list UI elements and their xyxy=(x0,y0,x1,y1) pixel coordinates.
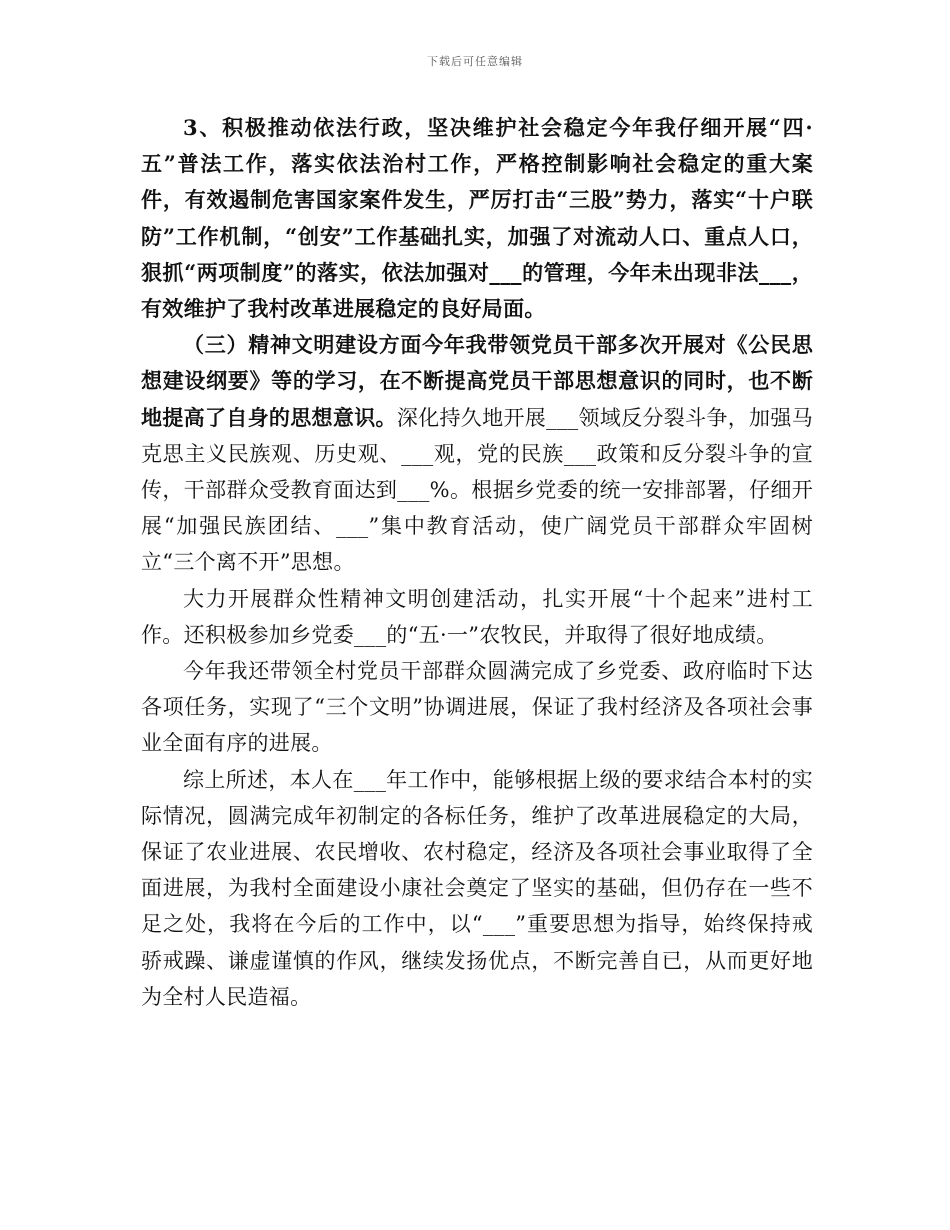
paragraph-spiritual-civilization xyxy=(141,327,813,580)
page-header-note: 下载后可任意编辑 xyxy=(427,55,523,68)
paragraph-rule-of-law: 3、积极推动依法行政，坚决维护社会稳定今年我仔细开展“四·五”普法工作，落实依法治村工作，严格控制影响社会稳定的重大案件，有效遏制危害国家案件发生，严厉打击“三股”势力，落实“十户联防”工作机制，“创安”工作基础扎实，加强了对流动人口、重点人口，狠抓“两项制度”的落实，依法加强对___的管理，今年未出现非法___，有效维护了我村改革进展稳定的良好局面。 xyxy=(141,115,813,322)
paragraph-mass-activities: 大力开展群众性精神文明创建活动，扎实开展“十个起来”进村工作。还积极参加乡党委___的“五·一”农牧民，并取得了很好地成绩。 xyxy=(141,586,813,647)
paragraph-spiritual-civilization-body: 深化持久地开展___领域反分裂斗争，加强马克思主义民族观、历史观、___观，党的民族___政策和反分裂斗争的宣传，干部群众受教育面达到___%。根据乡党委的统一安排部署，仔细开展“加强民族团结、___”集中教育活动，使广阔党员干部群众牢固树立“三个离不开”思想。 xyxy=(141,405,813,575)
paragraph-summary: 综上所述，本人在___年工作中，能够根据上级的要求结合本村的实际情况，圆满完成年初制定的各标任务，维护了改革进展稳定的大局，保证了农业进展、农民增收、农村稳定，经济及各项社会事业取得了全面进展，为我村全面建设小康社会奠定了坚实的基础，但仍存在一些不足之处，我将在今后的工作中，以“___”重要思想为指导，始终保持戒骄戒躁、谦虚谨慎的作风，继续发扬优点，不断完善自已，从而更好地为全村人民造福。 xyxy=(141,767,813,1009)
section-heading-spiritual-civilization: （三）精神文明建设方面今年我带领党员干部多次开展对《公民思想建设纲要》等的学习，在不断提高党员干部思想意识的同时，也不断地提高了自身的思想意识。 xyxy=(141,332,813,430)
document-body xyxy=(141,110,813,1015)
paragraph-tasks-completed: 今年我还带领全村党员干部群众圆满完成了乡党委、政府临时下达各项任务，实现了“三个文明”协调进展，保证了我村经济及各项社会事业全面有序的进展。 xyxy=(141,659,813,756)
